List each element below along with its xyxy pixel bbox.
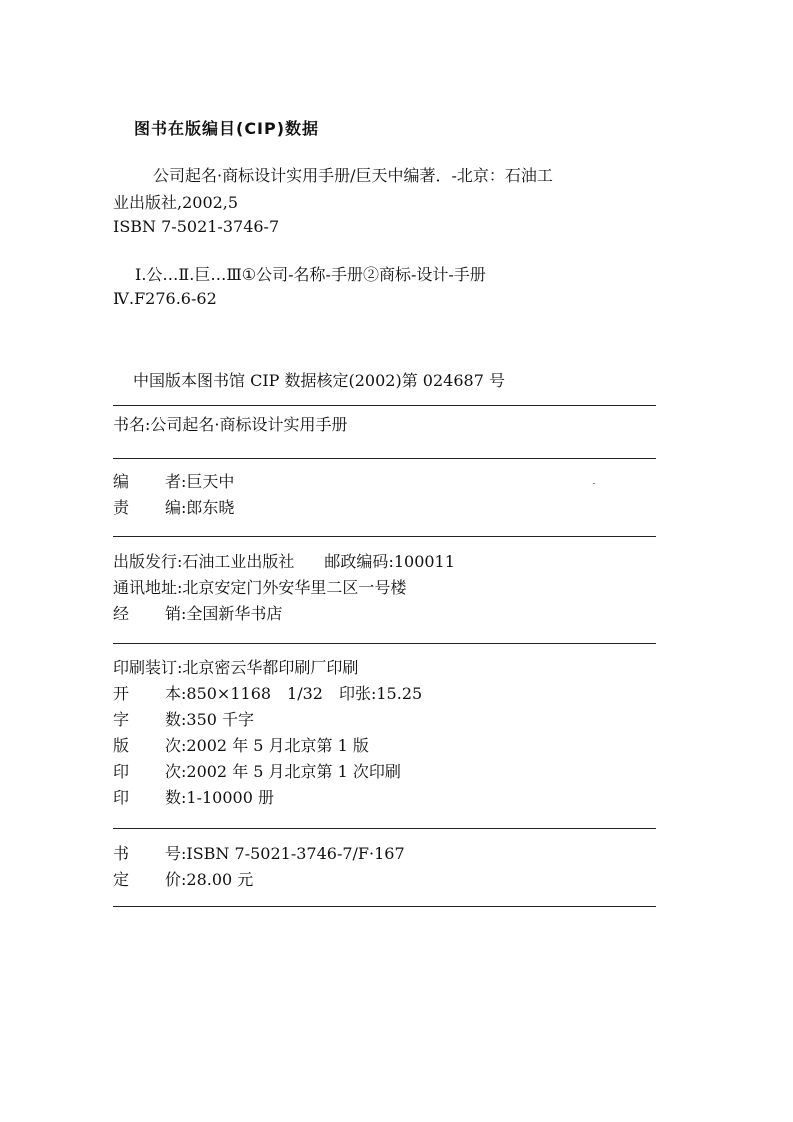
word-count-label-1: 字 [113,710,130,729]
isbn-label-1: 书 [113,844,130,863]
print-run-label-1: 印 [113,788,130,807]
cip-line-1: 公司起名·商标设计实用手册/巨天中编著．-北京：石油工 [153,166,553,185]
distributor-label-2: 销 [164,604,181,623]
format-label-1: 开 [113,684,130,703]
edition-row: 版 次 :2002 年 5 月北京第 1 版 [113,736,369,755]
book-title-label: 书名 [113,415,146,434]
price-label-1: 定 [113,870,130,889]
postcode-label: 邮政编码 [324,552,389,571]
impression-value: 2002 年 5 月北京第 1 次印刷 [186,762,401,781]
cip-line-4: Ⅰ.公…Ⅱ.巨…Ⅲ①公司-名称-手册②商标-设计-手册 [135,265,486,284]
book-title-row: 书名:公司起名·商标设计实用手册 [113,415,348,434]
print-run-label-2: 数 [164,788,181,807]
format-value: 850×1168 1/32 印张:15.25 [186,684,423,703]
price-row: 定 价 :28.00 元 [113,870,254,889]
printer-row: 印刷装订:北京密云华都印刷厂印刷 [113,658,359,677]
format-label-2: 本 [164,684,181,703]
isbn-label-2: 号 [164,844,181,863]
print-run-row: 印 数 :1-10000 册 [113,788,274,807]
cip-heading: 图书在版编目(CIP)数据 [134,119,320,138]
cip-line-3: ISBN 7-5021-3746-7 [113,217,280,236]
divider [113,906,656,907]
publisher-row: 出版发行:石油工业出版社 邮政编码:100011 [113,552,455,571]
word-count-row: 字 数 :350 千字 [113,710,255,729]
distributor-label-1: 经 [113,604,130,623]
word-count-label-2: 数 [164,710,181,729]
edition-label-2: 次 [164,736,181,755]
price-value: 28.00 元 [186,870,254,889]
print-run-value: 1-10000 册 [186,788,274,807]
address-value: 北京安定门外安华里二区一号楼 [182,578,407,597]
divider [113,458,656,459]
editor-row: 责 编 :郎东晓 [113,498,235,517]
printer-value: 北京密云华都印刷厂印刷 [182,658,359,677]
editor-label-1: 责 [113,498,130,517]
print-speck [593,483,595,484]
publisher-value: 石油工业出版社 [182,552,295,571]
author-row: 编 者 :巨天中 [113,472,235,491]
impression-label-1: 印 [113,762,130,781]
printer-label: 印刷装订 [113,658,178,677]
isbn-row: 书 号 :ISBN 7-5021-3746-7/F·167 [113,844,405,863]
book-title-value: 公司起名·商标设计实用手册 [150,415,348,434]
format-row: 开 本 :850×1168 1/32 印张:15.25 [113,684,423,703]
impression-label-2: 次 [164,762,181,781]
impression-row: 印 次 :2002 年 5 月北京第 1 次印刷 [113,762,401,781]
distributor-value: 全国新华书店 [186,604,283,623]
cip-line-5: Ⅳ.F276.6-62 [113,289,217,308]
divider [113,828,656,829]
postcode-value: 100011 [393,552,455,571]
divider [113,405,656,406]
publisher-label: 出版发行 [113,552,178,571]
divider [113,643,656,644]
distributor-row: 经 销 :全国新华书店 [113,604,283,623]
cip-core-data: 中国版本图书馆 CIP 数据核定(2002)第 024687 号 [133,371,505,390]
cip-line-2: 业出版社,2002,5 [113,193,239,212]
author-label-1: 编 [113,472,130,491]
address-label: 通讯地址 [113,578,178,597]
address-row: 通讯地址:北京安定门外安华里二区一号楼 [113,578,407,597]
author-label-2: 者 [164,472,181,491]
editor-label-2: 编 [164,498,181,517]
edition-label-1: 版 [113,736,130,755]
editor-value: 郎东晓 [186,498,235,517]
price-label-2: 价 [164,870,181,889]
edition-value: 2002 年 5 月北京第 1 版 [186,736,369,755]
author-value: 巨天中 [186,472,235,491]
divider [113,536,656,537]
word-count-value: 350 千字 [186,710,255,729]
isbn-value: ISBN 7-5021-3746-7/F·167 [186,844,405,863]
